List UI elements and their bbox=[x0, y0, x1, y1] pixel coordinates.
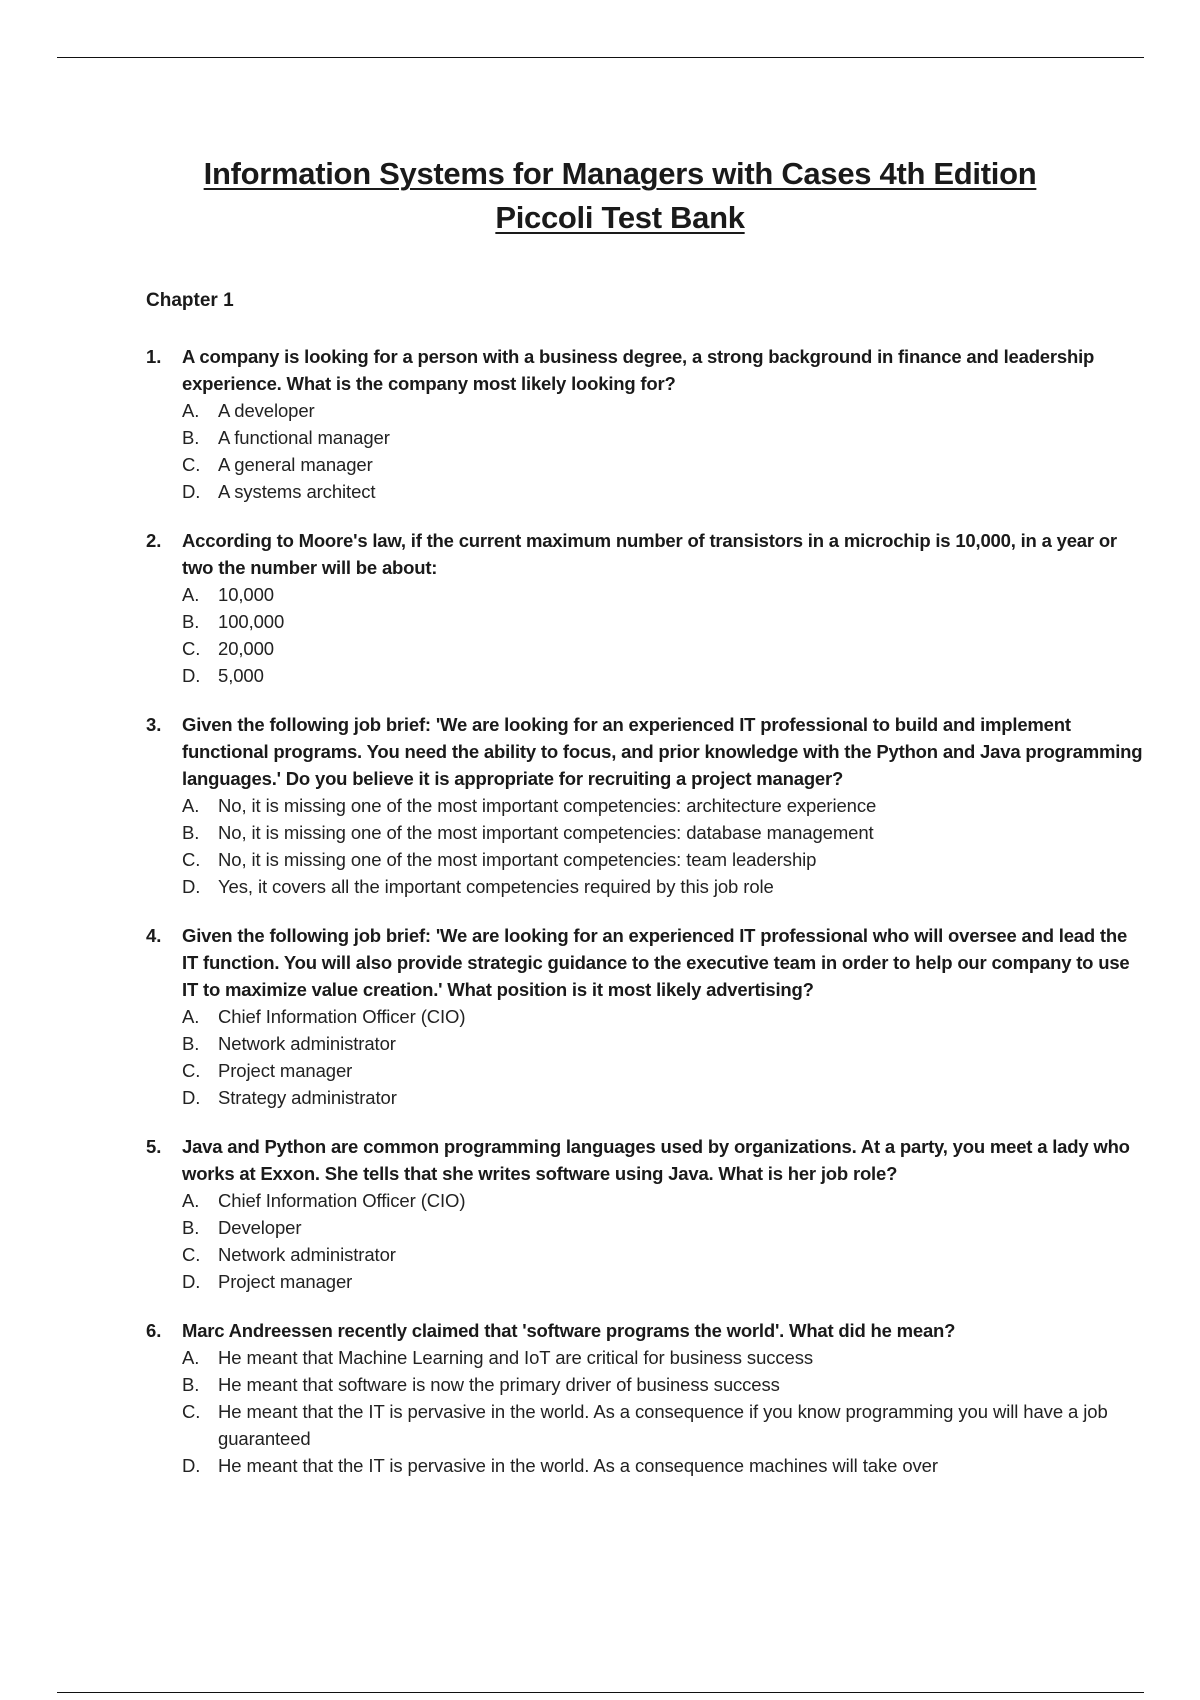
option-b bbox=[182, 819, 1146, 846]
option-text: A general manager bbox=[218, 454, 373, 475]
option-text: Chief Information Officer (CIO) bbox=[218, 1190, 466, 1211]
option-letter: D. bbox=[182, 481, 201, 502]
question-6 bbox=[146, 1317, 1146, 1479]
option-a bbox=[182, 397, 1146, 424]
option-letter: C. bbox=[182, 1244, 201, 1265]
question-number: 5. bbox=[146, 1136, 162, 1157]
title-line-1: Information Systems for Managers with Cases 4th Edition bbox=[203, 156, 1037, 191]
option-letter: D. bbox=[182, 1455, 201, 1476]
option-letter: A. bbox=[182, 400, 200, 421]
option-c bbox=[182, 451, 1146, 478]
option-text: Project manager bbox=[218, 1271, 353, 1292]
option-b bbox=[182, 608, 1146, 635]
question-number: 4. bbox=[146, 925, 162, 946]
question-number: 3. bbox=[146, 714, 162, 735]
option-text: 10,000 bbox=[218, 584, 274, 605]
option-d bbox=[182, 873, 1146, 900]
option-c bbox=[182, 1398, 1146, 1452]
option-letter: C. bbox=[182, 1060, 201, 1081]
option-letter: A. bbox=[182, 1006, 200, 1027]
option-text: A functional manager bbox=[218, 427, 390, 448]
option-text: Yes, it covers all the important competencies required by this job role bbox=[218, 876, 774, 897]
option-text: Network administrator bbox=[218, 1033, 396, 1054]
option-c bbox=[182, 1057, 1146, 1084]
option-list bbox=[182, 1187, 1146, 1295]
option-text: Developer bbox=[218, 1217, 302, 1238]
option-a bbox=[182, 581, 1146, 608]
question-list bbox=[146, 343, 1146, 1501]
option-letter: C. bbox=[182, 849, 201, 870]
question-4 bbox=[146, 922, 1146, 1111]
question-3 bbox=[146, 711, 1146, 900]
option-a bbox=[182, 792, 1146, 819]
option-d bbox=[182, 1452, 1146, 1479]
option-letter: C. bbox=[182, 454, 201, 475]
bottom-rule bbox=[57, 1692, 1144, 1693]
option-text: No, it is missing one of the most important competencies: database management bbox=[218, 822, 874, 843]
question-text: A company is looking for a person with a business degree, a strong background in finance and leadership experience. What is the company most likely looking for? bbox=[182, 346, 1095, 394]
option-text: He meant that Machine Learning and IoT are critical for business success bbox=[218, 1347, 814, 1368]
question-1 bbox=[146, 343, 1146, 505]
option-letter: B. bbox=[182, 1217, 200, 1238]
option-list bbox=[182, 1003, 1146, 1111]
title-line-2: Piccoli Test Bank bbox=[495, 200, 745, 235]
question-5 bbox=[146, 1133, 1146, 1295]
option-list bbox=[182, 397, 1146, 505]
option-text: 5,000 bbox=[218, 665, 264, 686]
option-b bbox=[182, 424, 1146, 451]
option-letter: B. bbox=[182, 1374, 200, 1395]
option-text: He meant that the IT is pervasive in the world. As a consequence if you know programming you will have a job guaranteed bbox=[218, 1401, 1108, 1449]
top-rule bbox=[57, 57, 1144, 58]
document-title bbox=[0, 152, 1200, 240]
option-text: Strategy administrator bbox=[218, 1087, 397, 1108]
option-b bbox=[182, 1371, 1146, 1398]
question-text: Given the following job brief: 'We are looking for an experienced IT professional to build and implement functional programs. You need the ability to focus, and prior knowledge with the Python and Java programming languages.' Do you believe it is appropriate for recruiting a project manager? bbox=[182, 714, 1143, 789]
option-letter: D. bbox=[182, 876, 201, 897]
option-c bbox=[182, 1241, 1146, 1268]
question-number: 1. bbox=[146, 346, 162, 367]
question-text: Given the following job brief: 'We are looking for an experienced IT professional who will oversee and lead the IT function. You will also provide strategic guidance to the executive team in order to help our company to use IT to maximize value creation.' What position is it most likely advertising? bbox=[182, 925, 1130, 1000]
option-text: No, it is missing one of the most important competencies: architecture experience bbox=[218, 795, 877, 816]
option-c bbox=[182, 846, 1146, 873]
question-2 bbox=[146, 527, 1146, 689]
option-letter: B. bbox=[182, 1033, 200, 1054]
option-letter: B. bbox=[182, 427, 200, 448]
option-text: Project manager bbox=[218, 1060, 353, 1081]
option-letter: A. bbox=[182, 795, 200, 816]
option-letter: A. bbox=[182, 1347, 200, 1368]
option-letter: D. bbox=[182, 665, 201, 686]
option-list bbox=[182, 1344, 1146, 1479]
option-d bbox=[182, 1268, 1146, 1295]
option-text: He meant that software is now the primary driver of business success bbox=[218, 1374, 780, 1395]
option-text: No, it is missing one of the most important competencies: team leadership bbox=[218, 849, 817, 870]
option-text: Network administrator bbox=[218, 1244, 396, 1265]
option-text: 20,000 bbox=[218, 638, 274, 659]
option-letter: C. bbox=[182, 1401, 201, 1422]
option-d bbox=[182, 662, 1146, 689]
question-number: 6. bbox=[146, 1320, 162, 1341]
question-text: Java and Python are common programming languages used by organizations. At a party, you meet a lady who works at Exxon. She tells that she writes software using Java. What is her job role? bbox=[182, 1136, 1130, 1184]
question-text: Marc Andreessen recently claimed that 'software programs the world'. What did he mean? bbox=[182, 1320, 956, 1341]
option-letter: B. bbox=[182, 611, 200, 632]
option-d bbox=[182, 478, 1146, 505]
option-c bbox=[182, 635, 1146, 662]
option-b bbox=[182, 1214, 1146, 1241]
option-letter: B. bbox=[182, 822, 200, 843]
option-b bbox=[182, 1030, 1146, 1057]
option-text: A systems architect bbox=[218, 481, 376, 502]
option-list bbox=[182, 581, 1146, 689]
option-text: A developer bbox=[218, 400, 315, 421]
option-a bbox=[182, 1187, 1146, 1214]
option-a bbox=[182, 1344, 1146, 1371]
question-text: According to Moore's law, if the current maximum number of transistors in a microchip is 10,000, in a year or two the number will be about: bbox=[182, 530, 1117, 578]
option-letter: A. bbox=[182, 1190, 200, 1211]
option-letter: D. bbox=[182, 1087, 201, 1108]
option-text: 100,000 bbox=[218, 611, 285, 632]
option-letter: C. bbox=[182, 638, 201, 659]
option-letter: D. bbox=[182, 1271, 201, 1292]
chapter-heading: Chapter 1 bbox=[146, 290, 234, 311]
option-list bbox=[182, 792, 1146, 900]
option-letter: A. bbox=[182, 584, 200, 605]
option-d bbox=[182, 1084, 1146, 1111]
option-text: Chief Information Officer (CIO) bbox=[218, 1006, 466, 1027]
option-a bbox=[182, 1003, 1146, 1030]
option-text: He meant that the IT is pervasive in the world. As a consequence machines will take over bbox=[218, 1455, 938, 1476]
question-number: 2. bbox=[146, 530, 162, 551]
